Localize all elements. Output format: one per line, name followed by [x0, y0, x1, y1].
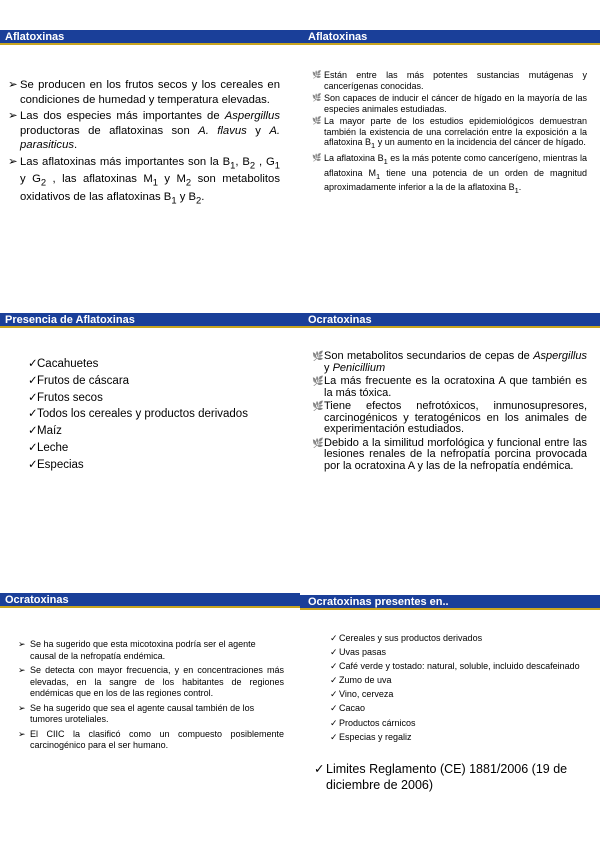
list-item: 🌿 Debido a la similitud morfológica y funcional entre las lesiones renales de la nefropatía porcina provocada por la ocratoxina A y las de la nefropatía endémica. — [312, 438, 587, 473]
slide-presencia-aflatoxinas — [0, 283, 300, 566]
list-item: ✓ Maíz — [28, 423, 288, 440]
list-item: ➢ El CIIC la clasificó como un compuesto posiblemente carcinogénico para el ser humano. — [18, 729, 284, 752]
list-item: ➢ Las dos especies más importantes de Aspergillus productoras de aflatoxinas son A. flavus y A. parasiticus. — [8, 109, 280, 153]
slide-title: Presencia de Aflatoxinas — [0, 313, 300, 328]
list-item: 🌿 Son capaces de inducir el cáncer de hígado en la mayoría de las especies animales estudiadas. — [312, 93, 587, 114]
bullet-list — [28, 356, 288, 474]
list-item: ✓ Uvas pasas — [330, 647, 592, 658]
slide-title: Ocratoxinas presentes en.. — [300, 595, 600, 610]
list-item: ✓ Cereales y sus productos derivados — [330, 633, 592, 644]
list-item: 🌿 Están entre las más potentes sustancias mutágenas y cancerígenas conocidas. — [312, 70, 587, 91]
slide-title: Ocratoxinas — [0, 593, 300, 608]
bullet-list — [18, 639, 284, 752]
list-item: ✓ Especias — [28, 457, 288, 474]
list-item: ➢ Se ha sugerido que sea el agente causal también de los tumores uroteliales. — [18, 703, 284, 726]
slide-aflatoxinas-2 — [300, 0, 600, 283]
list-item: ✓ Zumo de uva — [330, 675, 592, 686]
slide-ocratoxinas-presentes — [300, 565, 600, 848]
list-item: 🌿 La aflatoxina $B_1$ es la más potente como cancerígeno, mientras la aflatoxina $M_1$ tiene una potencia de un orden de magnitud aproximadamente inferior a la de la aflatoxina $B_1$. — [312, 153, 587, 196]
bullet-list — [330, 633, 592, 743]
regulation-note — [314, 762, 584, 793]
list-item: ✓ Café verde y tostado: natural, soluble, incluido descafeinado — [330, 661, 592, 672]
list-item: ➢ Las aflatoxinas más importantes son la $B_1$, $B_2$ , $G_1$ y $G_2$ , las aflatoxinas $M_1$ y $M_2$ son metabolitos oxidativos de las aflatoxinas $B_1$ y $B_2$. — [8, 155, 280, 208]
list-item: 🌿 Son metabolitos secundarios de cepas de Aspergillus y Penicillium — [312, 351, 587, 374]
list-item: ✓ Frutos secos — [28, 390, 288, 407]
list-item: 🌿 La más frecuente es la ocratoxina A que también es la más tóxica. — [312, 376, 587, 399]
list-item: ✓ Limites Reglamento (CE) 1881/2006 (19 de diciembre de 2006) — [314, 762, 584, 793]
bullet-list — [312, 351, 587, 472]
list-item: ✓ Cacao — [330, 703, 592, 714]
list-item: ✓ Vino, cerveza — [330, 689, 592, 700]
slide-ocratoxinas-1 — [300, 283, 600, 566]
list-item: ➢ Se producen en los frutos secos y los cereales en condiciones de humedad y temperatura elevadas. — [8, 78, 280, 107]
slide-title: Aflatoxinas — [0, 30, 300, 45]
list-item: ✓ Frutos de cáscara — [28, 373, 288, 390]
list-item: ✓ Productos cárnicos — [330, 718, 592, 729]
list-item: ✓ Todos los cereales y productos derivados — [28, 406, 288, 423]
list-item: ➢ Se ha sugerido que esta micotoxina podría ser el agente causal de la nefropatía endémica. — [18, 639, 284, 662]
list-item: ✓ Cacahuetes — [28, 356, 288, 373]
slide-aflatoxinas-1 — [0, 0, 300, 283]
slide-title: Ocratoxinas — [300, 313, 600, 328]
list-item: 🌿 Tiene efectos nefrotóxicos, inmunosupresores, carcinogénicos y teratogénicos en los animales de experimentación estudiados. — [312, 401, 587, 436]
list-item: ✓ Leche — [28, 440, 288, 457]
bullet-list — [312, 70, 587, 196]
list-item: ➢ Se detecta con mayor frecuencia, y en concentraciones más elevadas, en la sangre de los habitantes de regiones endémicas que en los de las regiones control. — [18, 665, 284, 700]
slide-title: Aflatoxinas — [300, 30, 600, 45]
slide-ocratoxinas-2 — [0, 565, 300, 848]
bullet-list — [8, 78, 280, 208]
list-item: ✓ Especias y regaliz — [330, 732, 592, 743]
list-item: 🌿 La mayor parte de los estudios epidemiológicos demuestran también la existencia de una correlación entre la exposición a la aflatoxina $B_1$ y un aumento en la incidencia del cáncer de hígado. — [312, 116, 587, 151]
